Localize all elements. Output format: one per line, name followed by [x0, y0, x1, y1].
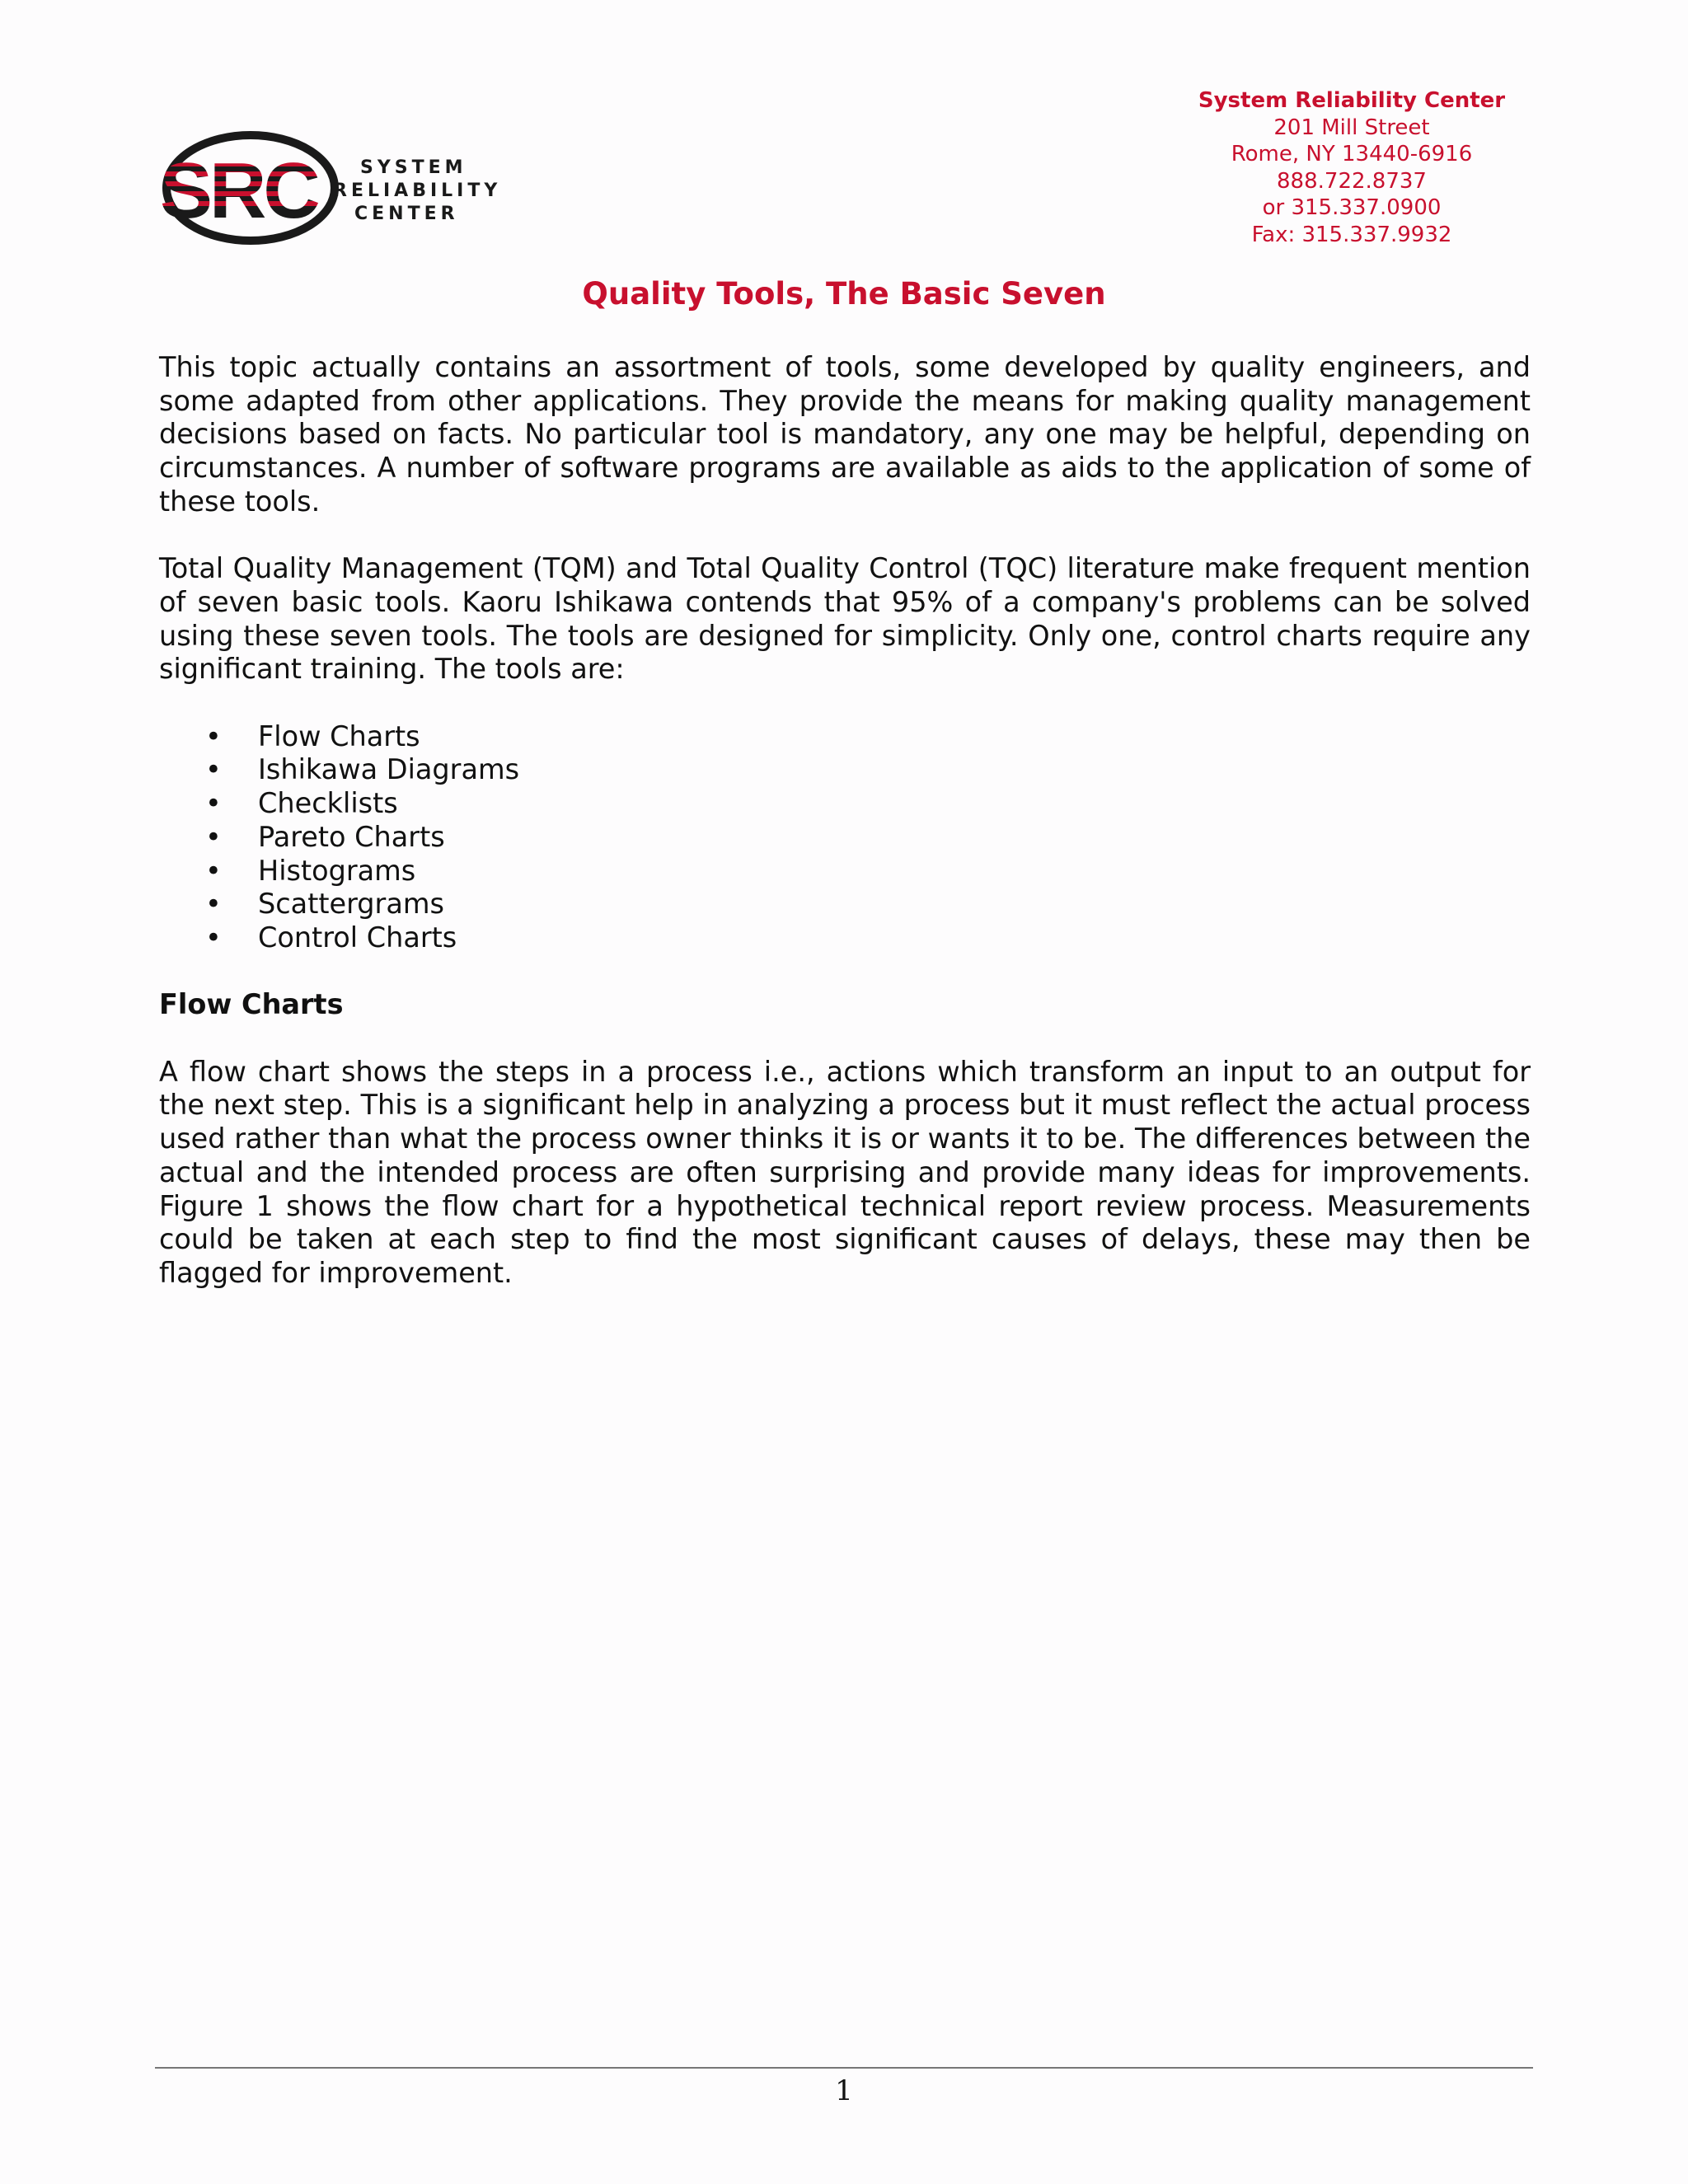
flow-charts-paragraph: A flow chart shows the steps in a process i.e., actions which transform an input to an output for the next step. This is a significant help in analyzing a process but it must reflect the actual process used rather than what the process owner thinks it is or wants it to be. The differences between the actual and the intended process are often surprising and provide many ideas for improvements. Figure 1 shows the flow chart for a hypothetical technical report review process. Measurements could be taken at each step to find the most significant causes of delays, these may then be flagged for improvement. [159, 1055, 1531, 1289]
list-item-label: Scattergrams [258, 888, 444, 921]
list-item-label: Control Charts [258, 921, 457, 954]
phone-number: 888.722.8737 [1277, 168, 1427, 194]
street-address: 201 Mill Street [1273, 115, 1430, 140]
list-item [159, 753, 1531, 787]
bullet-icon: • [205, 820, 222, 853]
tools-list [159, 720, 1531, 955]
src-logo-icon [158, 130, 504, 246]
tqm-paragraph: Total Quality Management (TQM) and Total Quality Control (TQC) literature make frequent mention of seven basic tools. Kaoru Ishikawa contends that 95% of a company's problems can be solved using these seven tools. The tools are designed for simplicity. Only one, control charts require any significant training. The tools are: [159, 552, 1531, 686]
intro-paragraph: This topic actually contains an assortment of tools, some developed by quality engineers, and some adapted from other applications. They provide the means for making quality management decisions based on facts. No particular tool is mandatory, any one may be helpful, depending on circumstances. A number of software programs are available as aids to the application of some of these tools. [159, 351, 1531, 518]
list-item-label: Pareto Charts [258, 820, 445, 853]
page-number: 1 [835, 2074, 853, 2107]
list-item-label: Flow Charts [258, 719, 420, 752]
address-block [1121, 87, 1582, 248]
list-item [159, 720, 1531, 754]
list-item-label: Checklists [258, 787, 398, 820]
page-title: Quality Tools, The Basic Seven [582, 276, 1106, 312]
bullet-icon: • [205, 921, 222, 954]
section-heading-flow-charts: Flow Charts [159, 988, 344, 1021]
phone-number-alt: or 315.337.0900 [1262, 195, 1442, 220]
logo-wordmark-line-1: SYSTEM [360, 157, 467, 178]
bullet-icon: • [205, 753, 222, 786]
list-item [159, 855, 1531, 888]
list-item [159, 821, 1531, 855]
list-item-label: Ishikawa Diagrams [258, 753, 520, 786]
fax-number: Fax: 315.337.9932 [1251, 222, 1452, 247]
list-item-label: Histograms [258, 854, 416, 887]
list-item [159, 787, 1531, 821]
logo-wordmark-line-3: CENTER [354, 204, 459, 224]
document-body [159, 351, 1531, 1324]
bullet-icon: • [205, 854, 222, 887]
organization-name: System Reliability Center [1198, 88, 1506, 113]
list-item [159, 921, 1531, 955]
footer-divider [155, 2067, 1533, 2069]
logo-wordmark-line-2: RELIABILITY [333, 180, 502, 201]
list-item [159, 888, 1531, 921]
bullet-icon: • [205, 888, 222, 921]
bullet-icon: • [205, 787, 222, 820]
src-logo [158, 130, 504, 246]
city-state-zip: Rome, NY 13440-6916 [1231, 142, 1473, 166]
bullet-icon: • [205, 719, 222, 752]
